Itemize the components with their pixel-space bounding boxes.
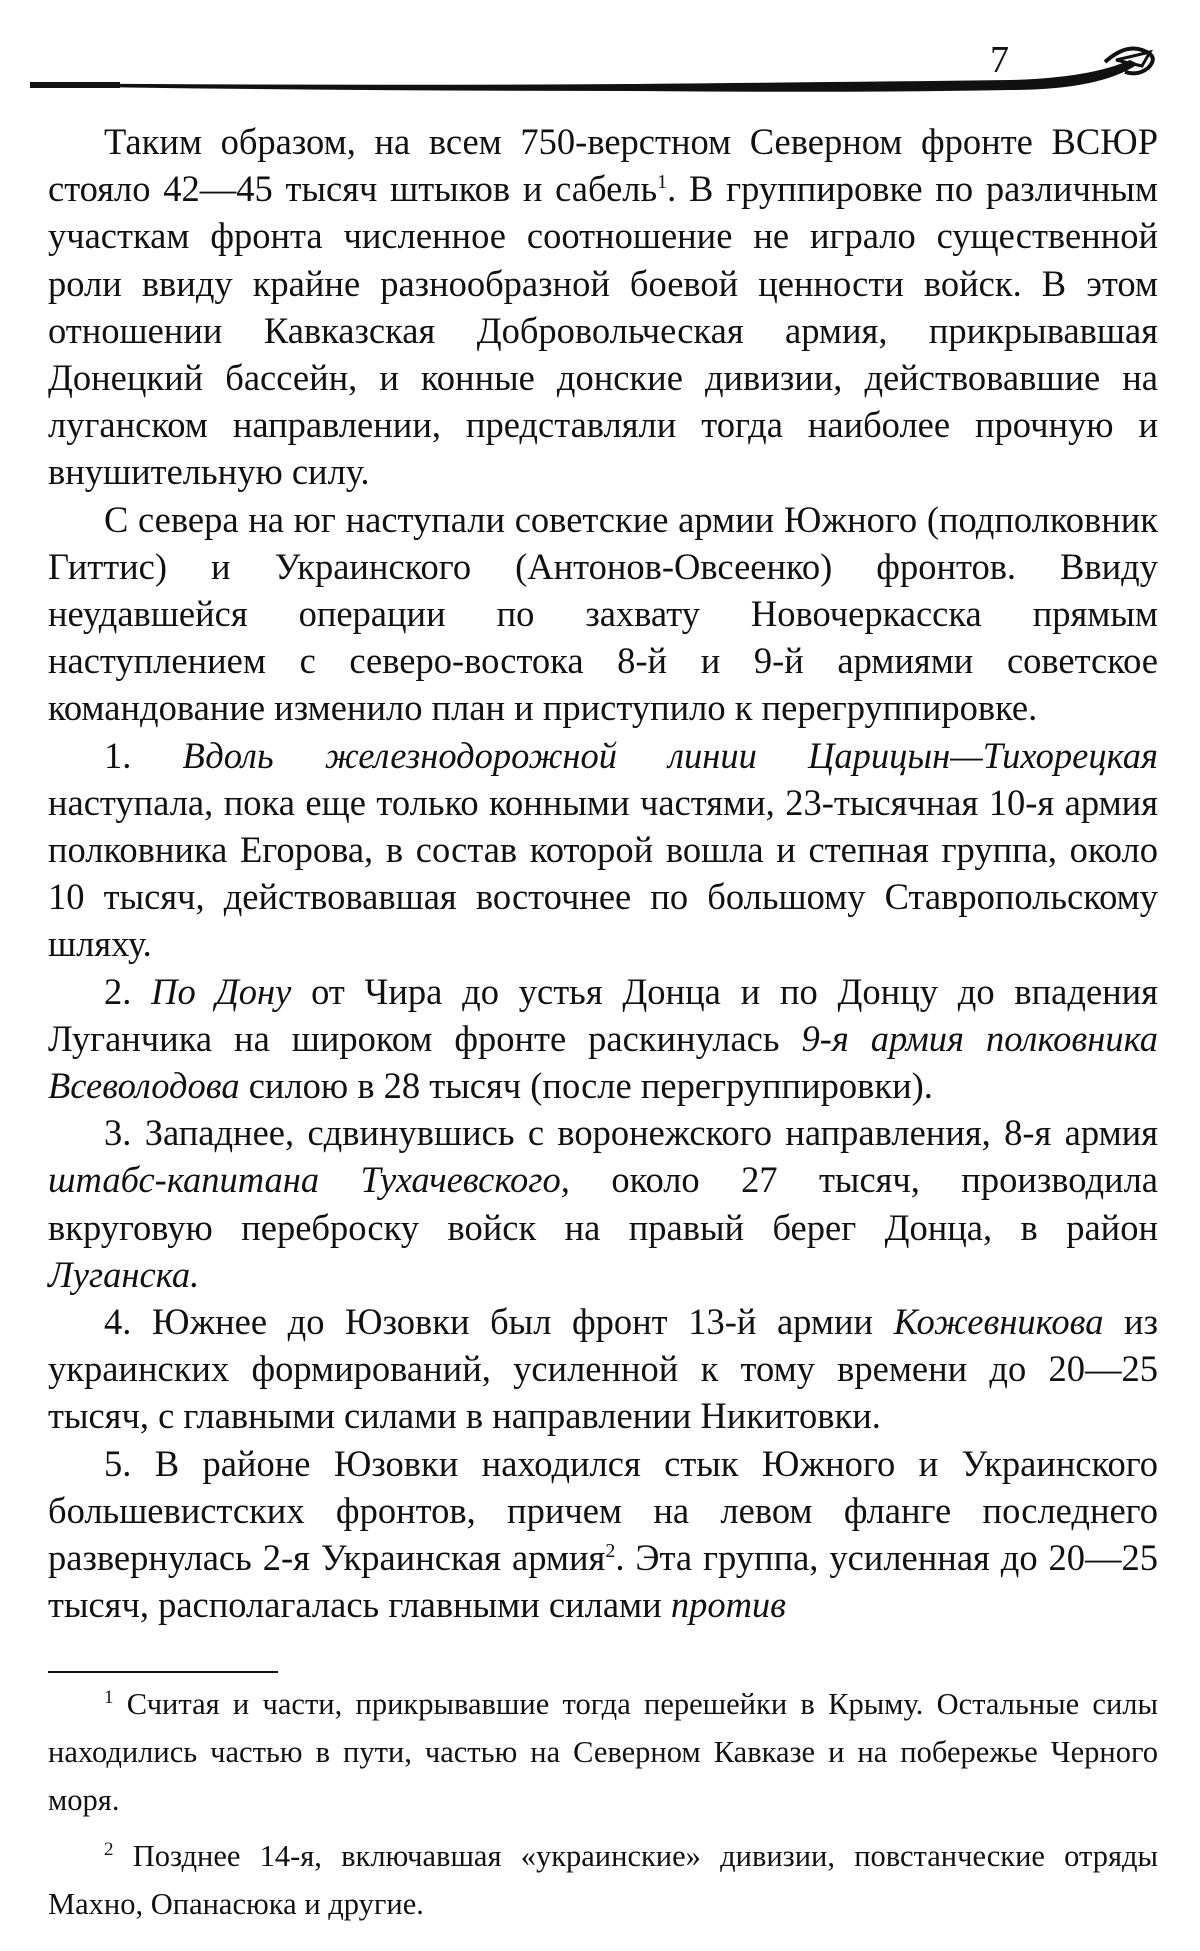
footnotes [48,1680,1158,1928]
page-number: 7 [990,39,1009,81]
paragraph-3: 1. Вдоль железнодорожной линии Царицын—Тихорецкая наступала, пока еще только конными частями, 23-тысячная 10-я армия полковника Егорова, в состав которой вошла и степная группа, около 10 тысяч, действовавшая восточнее по большому Ставропольскому шляху. [48,734,1158,965]
paragraph-6: 4. Южнее до Юзовки был фронт 13-й армии Кожевникова из украинских формирований, усиленной к тому времени до 20—25 тысяч, с главными силами в направлении Никитовки. [48,1301,1159,1437]
footnote-1: $^1$ Считая и части, прикрывавшие тогда перешейки в Крыму. Остальные силы находились частью в пути, частью на Северном Кавказе и на побережье Черного моря. [48,1686,1158,1817]
page-header [30,20,1170,110]
footnote-ref-1[interactable]: 1 [657,171,668,194]
main-text [48,118,1158,1629]
paragraph-7: 5. В районе Юзовки находился стык Южного и Украинского большевистских фронтов, причем на левом фланге последнего развернулась 2-я Украинская армия$^2$. Эта группа, усиленная до 20—25 тысяч, располагалась главными силами против [48,1442,1159,1626]
footnote-ref-2[interactable]: 2 [605,1539,616,1562]
footnote-mark: 2 [104,1838,114,1860]
paragraph-2: С севера на юг наступали советские армии Южного (подполковник Гиттис) и Украинского (Антонов-Овсеенко) фронтов. Ввиду неудавшейся операции по захвату Новочеркасска прямым наступлением с северо-востока 8-й и 9-й армиями советское командование изменило план и приступило к перегруппировке. [48,498,1158,729]
footnote-divider [48,1671,278,1673]
paragraph-5: 3. Западнее, сдвинувшись с воронежского направления, 8-я армия штабс-капитана Тухачевского, около 27 тысяч, производила вкруговую переброску войск на правый берег Донца, в район Луганска. [48,1112,1158,1295]
paragraph-4: 2. По Дону от Чира до устья Донца и по Донцу до впадения Луганчика на широком фронте раскинулась 9-я армия полковника Всеволодова силою в 28 тысяч (после перегруппировки). [48,970,1159,1107]
paragraph-1: Таким образом, на всем 750-верстном Северном фронте ВСЮР стояло 42—45 тысяч штыков и сабель$^1$. В группировке по различным участкам фронта численное соотношение не играло существенной роли ввиду крайне разнообразной боевой ценности войск. В этом отношении Кавказская Добровольческая армия, прикрывавшая Донецкий бассейн, и конные донские дивизии, действовавшие на луганском направлении, представляли тогда наиболее прочную и внушительную силу. [48,121,1158,493]
footnote-mark: 1 [104,1686,114,1708]
footnote-2: $^2$ Позднее 14-я, включавшая «украинские» дивизии, повстанческие отряды Махно, Опанасюка и другие. [48,1838,1158,1921]
